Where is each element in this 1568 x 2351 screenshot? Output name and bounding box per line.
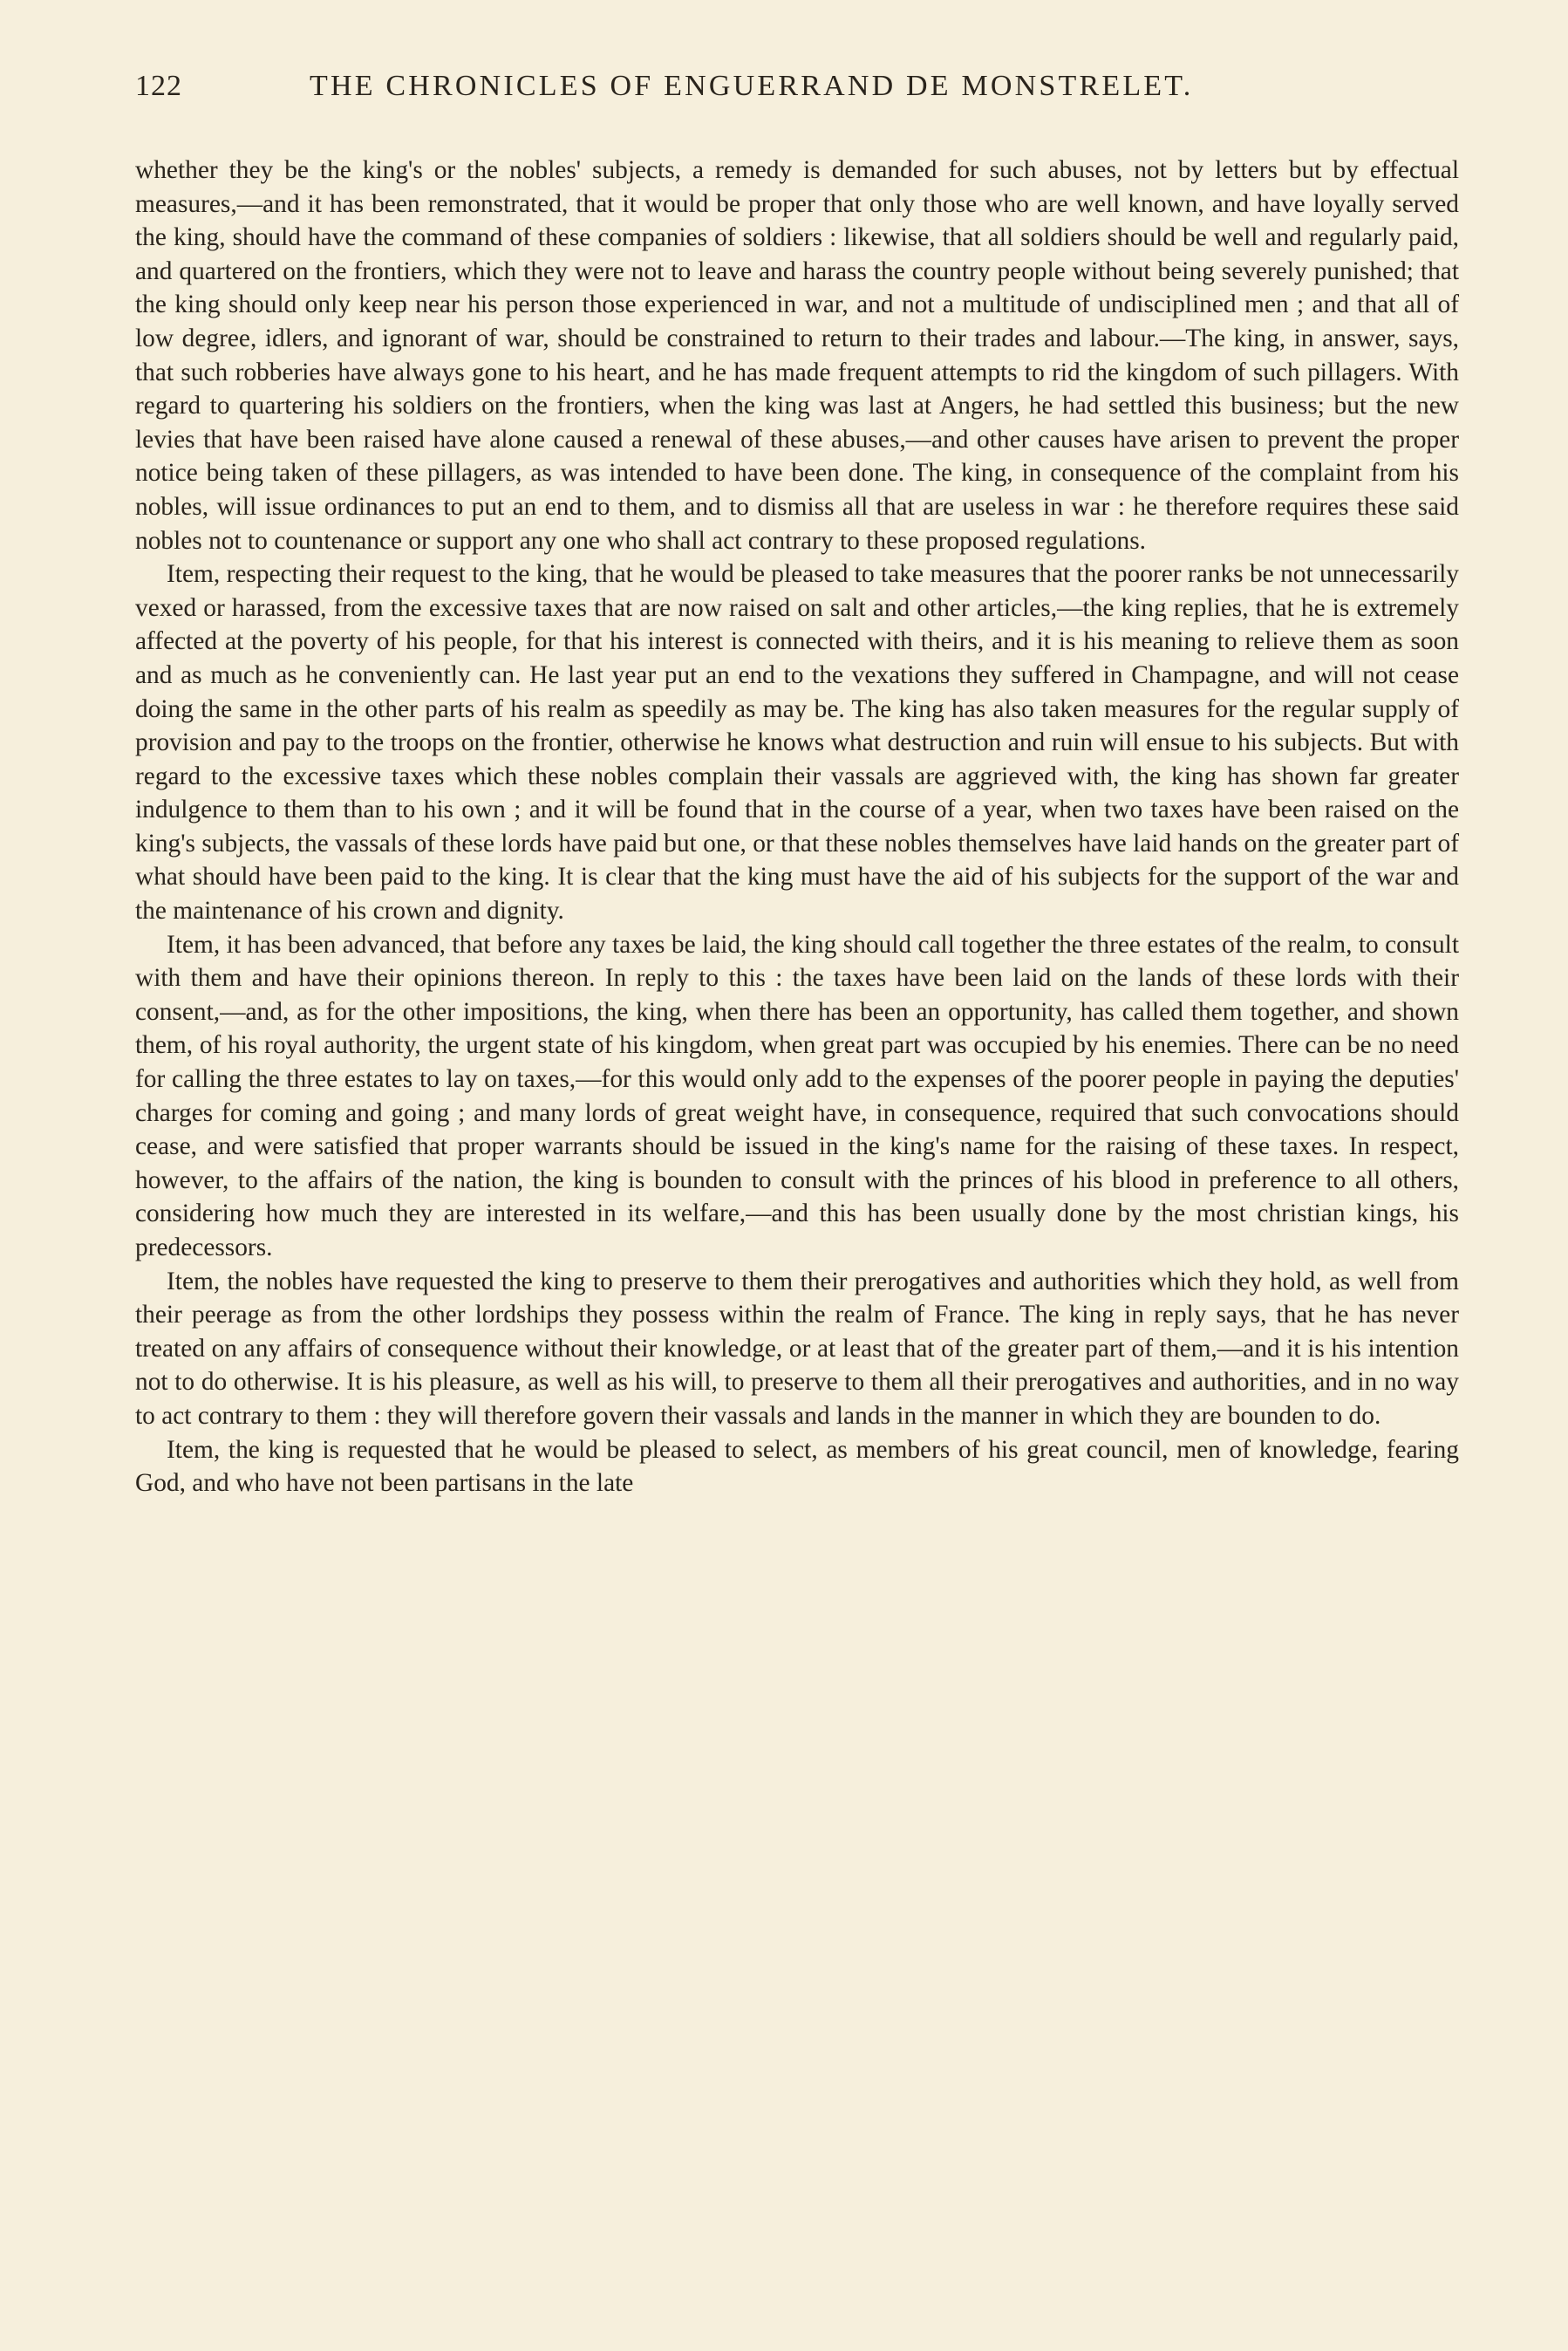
running-title: THE CHRONICLES OF ENGUERRAND DE MONSTRELET. — [310, 70, 1194, 102]
paragraph-item-prerogatives: Item, the nobles have requested the king to preserve to them their prerogatives and authorities which they hold, as well from their peerage as from the other lordships they possess within the realm of France. The king in reply says, that he has never treated on any affairs of consequence without their knowledge, or at least that of the greater part of them,—and it is his intention not to do otherwise. It is his pleasure, as well as his will, to preserve to them all their prerogatives and authorities, and in no way to act contrary to them : they will therefore govern their vassals and lands in the manner in which they are bounden to do. — [135, 1267, 1459, 1430]
paragraph-item-great-council: Item, the king is requested that he would be pleased to select, as members of his great council, men of knowledge, fearing God, and who have not been partisans in the late — [135, 1435, 1459, 1498]
page-number: 122 — [135, 70, 182, 102]
paragraph-item-taxes: Item, respecting their request to the king, that he would be pleased to take measures that the poorer ranks be not unnecessarily vexed or harassed, from the excessive taxes that are now raised on salt and other articles,—the king replies, that he is extremely affected at the poverty of his people, for that his interest is connected with theirs, and it is his meaning to relieve them as soon and as much as he conveniently can. He last year put an end to the vexations they suffered in Champagne, and will not cease doing the same in the other parts of his realm as speedily as may be. The king has also taken measures for the regular supply of provision and pay to the troops on the frontier, otherwise he knows what destruction and ruin will ensue to his subjects. But with regard to the excessive taxes which these nobles complain their vassals are aggrieved with, the king has shown far greater indulgence to them than to his own ; and it will be found that in the course of a year, when two taxes have been raised on the king's subjects, the vassals of these lords have paid but one, or that these nobles themselves have laid hands on the greater part of what should have been paid to the king. It is clear that the king must have the aid of his subjects for the support of the war and the maintenance of his crown and dignity. — [135, 560, 1459, 926]
paragraph-continuation: whether they be the king's or the nobles' subjects, a remedy is demanded for such abuses, not by letters but by effectual measures,—and it has been remonstrated, that it would be proper that only those who are well known, and have loyally served the king, should have the command of these companies of soldiers : likewise, that all soldiers should be well and regularly paid, and quartered on the frontiers, which they were not to leave and harass the country people without being severely punished; that the king should only keep near his person those experienced in war, and not a multitude of undisciplined men ; and that all of low degree, idlers, and ignorant of war, should be constrained to return to their trades and labour.—The king, in answer, says, that such robberies have always gone to his heart, and he has made frequent attempts to rid the kingdom of such pillagers. With regard to quartering his soldiers on the frontiers, when the king was last at Angers, he had settled this business; but the new levies that have been raised have alone caused a renewal of these abuses,—and other causes have arisen to prevent the proper notice being taken of these pillagers, as was intended to have been done. The king, in consequence of the complaint from his nobles, will issue ordinances to put an end to them, and to dismiss all that are useless in war : he therefore requires these said nobles not to countenance or support any one who shall act contrary to these proposed regulations. — [135, 156, 1459, 555]
running-head — [135, 70, 1459, 124]
paragraph-item-three-estates: Item, it has been advanced, that before any taxes be laid, the king should call together the three estates of the realm, to consult with them and have their opinions thereon. In reply to this : the taxes have been laid on the lands of these lords with their consent,—and, as for the other impositions, the king, when there has been an opportunity, has called them together, and shown them, of his royal authority, the urgent state of his kingdom, when great part was occupied by his enemies. There can be no need for calling the three estates to lay on taxes,—for this would only add to the expenses of the poorer people in paying the deputies' charges for coming and going ; and many lords of great weight have, in consequence, required that such convocations should cease, and were satisfied that proper warrants should be issued in the king's name for the raising of these taxes. In respect, however, to the affairs of the nation, the king is bounden to consult with the princes of his blood in preference to all others, considering how much they are interested in its welfare,—and this has been usually done by the most christian kings, his predecessors. — [135, 930, 1459, 1261]
body-text — [135, 154, 1459, 1500]
